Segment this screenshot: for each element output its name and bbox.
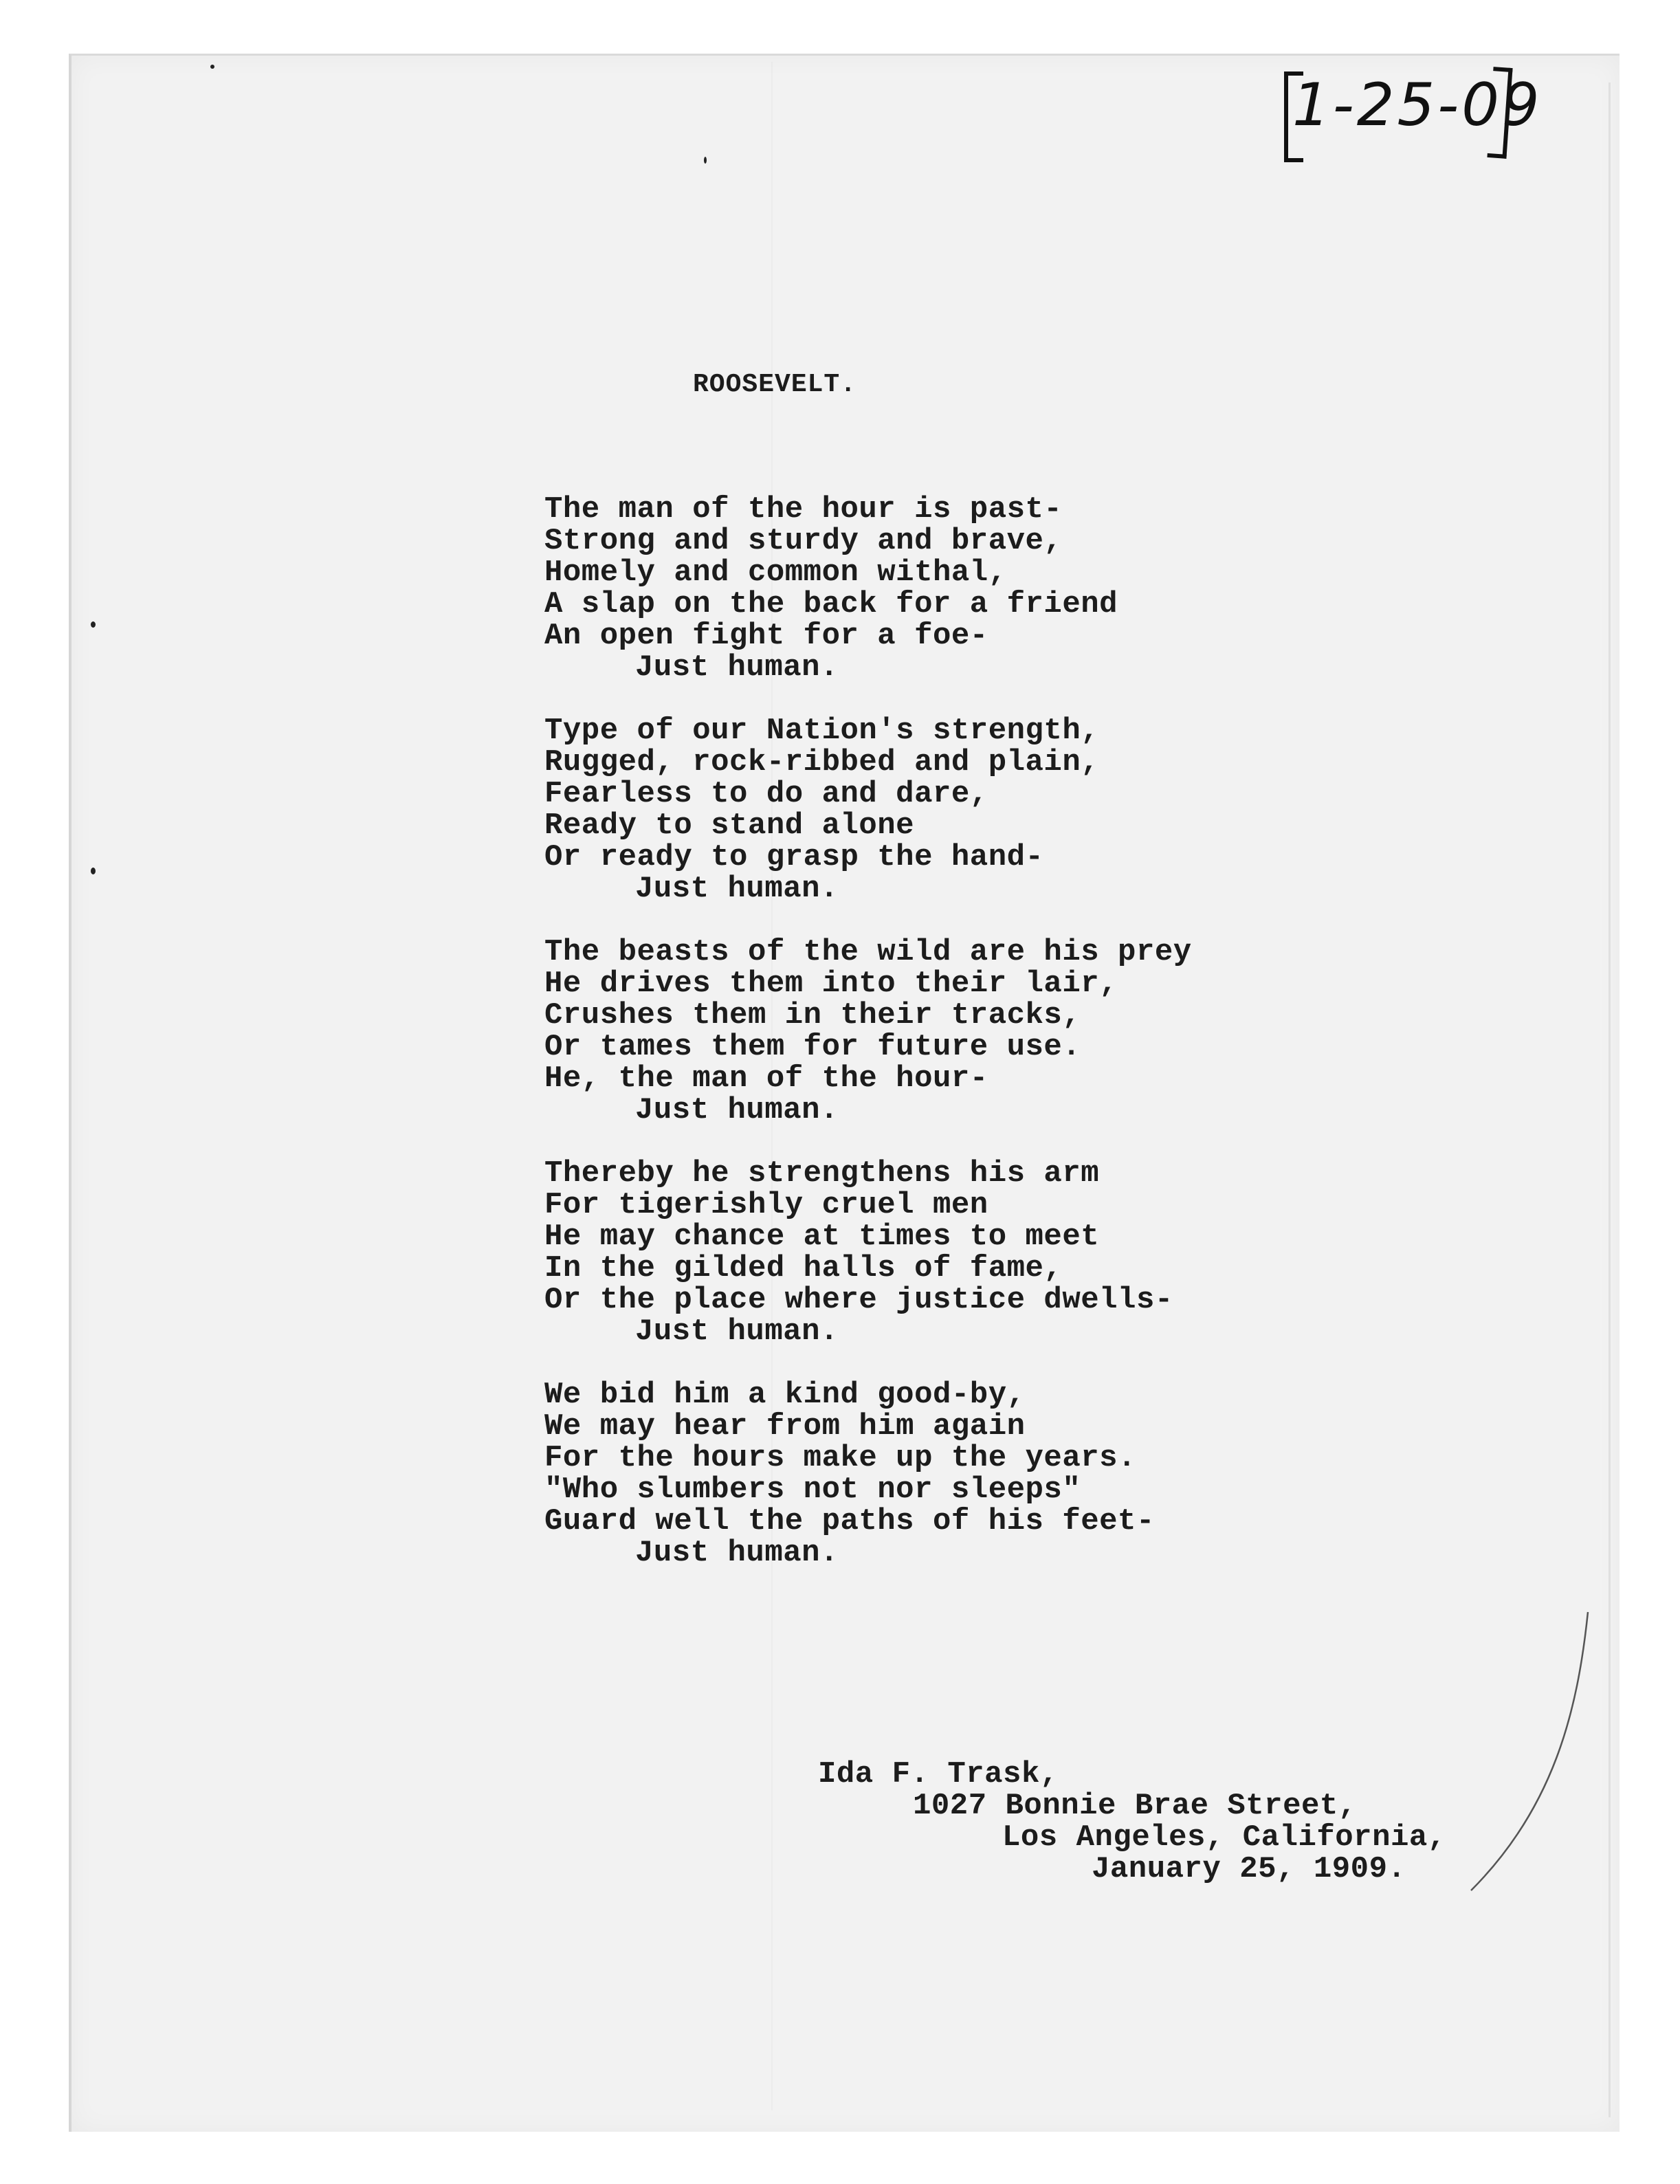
sheet-edge [1609, 82, 1611, 2117]
poem-line: Or the place where justice dwells- [544, 1283, 1173, 1317]
poem-line: The beasts of the wild are his prey [544, 935, 1192, 969]
poem-refrain: Just human. [635, 872, 839, 906]
stanza-1 [544, 494, 1192, 683]
poem-line: We bid him a kind good-by, [544, 1378, 1026, 1412]
poem-line: The man of the hour is past- [544, 492, 1063, 527]
poem-refrain: Just human. [635, 1314, 839, 1349]
poem-line: Homely and common withal, [544, 555, 1007, 590]
ink-speck [91, 868, 96, 874]
ink-speck [704, 157, 707, 164]
poem-line: Strong and sturdy and brave, [544, 524, 1063, 558]
poem-line: Ready to stand alone [544, 808, 915, 843]
poem-line: Fearless to do and dare, [544, 777, 988, 811]
poem-line: Crushes them in their tracks, [544, 998, 1081, 1033]
poem-line: Or tames them for future use. [544, 1030, 1081, 1064]
poem-line: Type of our Nation's strength, [544, 714, 1100, 748]
author-name: Ida F. Trask, [818, 1757, 1059, 1791]
poem-line: He, the man of the hour- [544, 1061, 988, 1096]
poem-refrain: Just human. [635, 1536, 839, 1570]
poem-line: An open fight for a foe- [544, 619, 988, 653]
poem-line: A slap on the back for a friend [544, 587, 1118, 621]
stanza-4 [544, 1158, 1192, 1347]
author-street: 1027 Bonnie Brae Street, [913, 1789, 1357, 1823]
poem-line: He may chance at times to meet [544, 1220, 1100, 1254]
poem-line: He drives them into their lair, [544, 967, 1118, 1001]
poem-refrain: Just human. [635, 650, 839, 685]
ink-speck [91, 621, 96, 628]
stanza-3 [544, 936, 1192, 1126]
letter-date: January 25, 1909. [1092, 1852, 1406, 1886]
poem-refrain: Just human. [635, 1093, 839, 1127]
poem-title: ROOSEVELT. [693, 370, 857, 399]
poem-line: Thereby he strengthens his arm [544, 1156, 1100, 1191]
signature-block [818, 1758, 1446, 1885]
poem-line: We may hear from him again [544, 1409, 1026, 1444]
poem-line: For the hours make up the years. [544, 1441, 1136, 1475]
poem-line: For tigerishly cruel men [544, 1188, 988, 1222]
poem-line: Guard well the paths of his feet- [544, 1504, 1155, 1538]
ink-speck [210, 65, 214, 69]
poem-line: In the gilded halls of fame, [544, 1251, 1063, 1286]
poem-line: Rugged, rock-ribbed and plain, [544, 745, 1100, 780]
poem-line: Or ready to grasp the hand- [544, 840, 1044, 874]
author-city: Los Angeles, California, [1002, 1820, 1446, 1855]
stanza-5 [544, 1379, 1192, 1569]
stanza-2 [544, 715, 1192, 905]
date-stamp: 1-25-09 [1292, 71, 1543, 140]
poem-line: "Who slumbers not nor sleeps" [544, 1472, 1081, 1507]
pencil-curve-mark [1457, 1609, 1609, 1897]
poem-body [544, 494, 1192, 1600]
